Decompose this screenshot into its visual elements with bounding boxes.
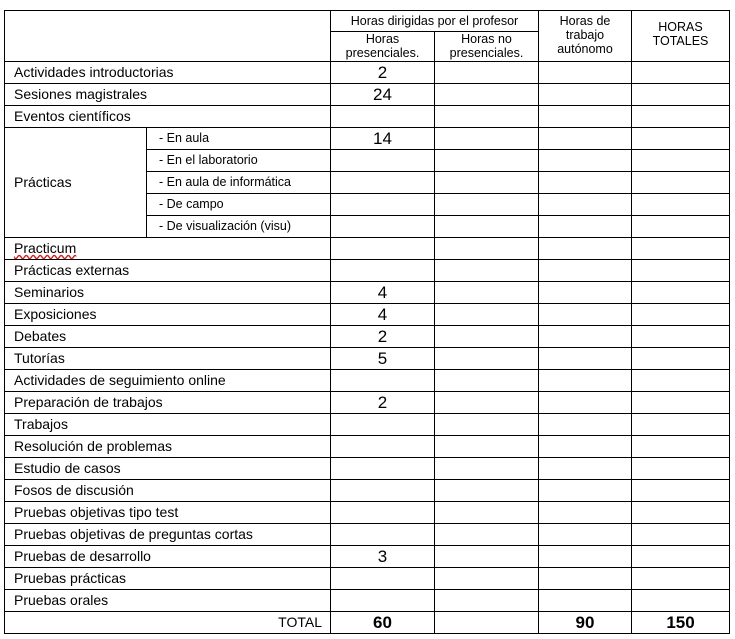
totales-value: [632, 457, 730, 479]
activity-label-text: Actividades de seguimiento online: [14, 372, 226, 389]
activity-label: [5, 501, 331, 523]
presenciales-value: [331, 369, 435, 391]
activity-label: [5, 391, 331, 413]
activity-label: [5, 281, 331, 303]
header-autonomo-cell: [539, 11, 632, 62]
header-empty-cell: [5, 11, 331, 62]
presenciales-value: [331, 457, 435, 479]
activity-label: [5, 589, 331, 611]
no-presenciales-value: [435, 567, 539, 589]
presenciales-value: [331, 435, 435, 457]
no-presenciales-value: [435, 589, 539, 611]
autonomo-value: [539, 479, 632, 501]
activity-label: [5, 105, 331, 127]
no-presenciales-value: [435, 171, 539, 193]
no-presenciales-value: [435, 127, 539, 149]
autonomo-value: [539, 259, 632, 281]
activity-label: [5, 435, 331, 457]
presenciales-value: [331, 413, 435, 435]
activity-label: [5, 567, 331, 589]
activity-row: [5, 83, 730, 105]
presenciales-value: [331, 149, 435, 171]
autonomo-value: [539, 325, 632, 347]
presenciales-value: [331, 567, 435, 589]
totales-value: [632, 259, 730, 281]
total-label: TOTAL: [5, 611, 331, 633]
activity-label: [5, 369, 331, 391]
activity-label-text: Pruebas objetivas de preguntas cortas: [14, 526, 253, 543]
autonomo-value: [539, 457, 632, 479]
no-presenciales-value: [435, 545, 539, 567]
presenciales-value: 2: [331, 325, 435, 347]
totales-value: [632, 171, 730, 193]
totales-value: [632, 127, 730, 149]
activity-label: [5, 61, 331, 83]
presenciales-value: 4: [331, 281, 435, 303]
total-presenciales-value: 60: [331, 611, 435, 633]
activity-row: [5, 259, 730, 281]
activity-label-text: Estudio de casos: [14, 460, 121, 477]
no-presenciales-value: [435, 435, 539, 457]
activity-label: [5, 347, 331, 369]
activity-label: [5, 303, 331, 325]
autonomo-value: [539, 589, 632, 611]
autonomo-value: [539, 391, 632, 413]
no-presenciales-value: [435, 193, 539, 215]
header-presenciales-line1: Horas: [365, 32, 400, 46]
header-no-presenciales-line1: Horas no: [461, 32, 512, 46]
totales-value: [632, 303, 730, 325]
totales-value: [632, 589, 730, 611]
totales-value: [632, 545, 730, 567]
activity-row: [5, 567, 730, 589]
totales-value: [632, 83, 730, 105]
activity-label-text: Pruebas prácticas: [14, 570, 127, 587]
activity-label-text: Tutorías: [14, 350, 65, 367]
totales-value: [632, 501, 730, 523]
activity-row: [5, 303, 730, 325]
activity-label-text: Prácticas externas: [14, 262, 130, 279]
activity-label: [5, 457, 331, 479]
activity-label-text: Sesiones magistrales: [14, 86, 148, 103]
autonomo-value: [539, 171, 632, 193]
header-totales-cell: [632, 11, 730, 62]
activity-label-text: Pruebas objetivas tipo test: [14, 504, 179, 521]
presenciales-value: [331, 237, 435, 259]
presenciales-value: 24: [331, 83, 435, 105]
activity-row: [5, 369, 730, 391]
no-presenciales-value: [435, 413, 539, 435]
practicas-label: Prácticas: [5, 127, 147, 237]
activity-label-text: Pruebas orales: [14, 592, 109, 609]
total-no-presenciales-value: [435, 611, 539, 633]
autonomo-value: [539, 413, 632, 435]
activity-row: [5, 457, 730, 479]
activity-row: [5, 479, 730, 501]
activity-row: [5, 501, 730, 523]
presenciales-value: 14: [331, 127, 435, 149]
header-totales-line1: HORAS: [658, 20, 703, 34]
activity-row: [5, 545, 730, 567]
activity-label: [5, 523, 331, 545]
activity-label-text: Fosos de discusión: [14, 482, 134, 499]
hours-table-container: [4, 10, 730, 634]
activity-row: [5, 413, 730, 435]
totales-value: [632, 391, 730, 413]
practicas-subrow-label: - En el laboratorio: [147, 149, 331, 171]
no-presenciales-value: [435, 237, 539, 259]
practicas-subrow-label: - En aula: [147, 127, 331, 149]
total-autonomo-value: 90: [539, 611, 632, 633]
header-totales-line2: TOTALES: [652, 33, 709, 48]
no-presenciales-value: [435, 369, 539, 391]
autonomo-value: [539, 501, 632, 523]
activity-row: [5, 589, 730, 611]
no-presenciales-value: [435, 105, 539, 127]
totales-value: [632, 435, 730, 457]
totales-value: [632, 281, 730, 303]
activity-label-text: Exposiciones: [14, 306, 97, 323]
activity-label-text: Eventos científicos: [14, 108, 131, 125]
presenciales-value: [331, 259, 435, 281]
totales-value: [632, 149, 730, 171]
presenciales-value: 2: [331, 61, 435, 83]
totales-value: [632, 347, 730, 369]
totales-value: [632, 523, 730, 545]
no-presenciales-value: [435, 501, 539, 523]
practicas-subrow-label: - De campo: [147, 193, 331, 215]
autonomo-value: [539, 193, 632, 215]
totales-value: [632, 369, 730, 391]
activity-label-text: Debates: [14, 328, 67, 345]
activity-row: [5, 523, 730, 545]
autonomo-value: [539, 369, 632, 391]
autonomo-value: [539, 237, 632, 259]
activity-label-text: Actividades introductorias: [14, 64, 174, 81]
total-row: [5, 611, 730, 633]
totales-value: [632, 61, 730, 83]
totales-value: [632, 215, 730, 237]
totales-value: [632, 479, 730, 501]
autonomo-value: [539, 435, 632, 457]
activity-label: [5, 325, 331, 347]
activity-row: [5, 435, 730, 457]
autonomo-value: [539, 61, 632, 83]
activity-row: [5, 391, 730, 413]
no-presenciales-value: [435, 259, 539, 281]
totales-value: [632, 193, 730, 215]
no-presenciales-value: [435, 303, 539, 325]
header-presenciales-line2: presenciales.: [345, 46, 420, 61]
activity-label-text: Pruebas de desarrollo: [14, 548, 151, 565]
activity-label-text: Preparación de trabajos: [14, 394, 163, 411]
header-autonomo-line1: Horas de: [559, 14, 611, 28]
no-presenciales-value: [435, 523, 539, 545]
no-presenciales-value: [435, 281, 539, 303]
header-group-cell: Horas dirigidas por el profesor: [331, 11, 539, 32]
totales-value: [632, 237, 730, 259]
no-presenciales-value: [435, 149, 539, 171]
presenciales-value: 3: [331, 545, 435, 567]
presenciales-value: 4: [331, 303, 435, 325]
activity-label: [5, 479, 331, 501]
hours-table: [4, 10, 730, 634]
presenciales-value: [331, 523, 435, 545]
no-presenciales-value: [435, 61, 539, 83]
presenciales-value: [331, 479, 435, 501]
activity-label-text: Seminarios: [14, 284, 85, 301]
header-no-presenciales-cell: [435, 32, 539, 62]
activity-label: [5, 259, 331, 281]
activity-label: [5, 83, 331, 105]
activity-row: [5, 325, 730, 347]
no-presenciales-value: [435, 325, 539, 347]
totales-value: [632, 413, 730, 435]
header-presenciales-cell: [331, 32, 435, 62]
presenciales-value: [331, 105, 435, 127]
autonomo-value: [539, 545, 632, 567]
autonomo-value: [539, 523, 632, 545]
autonomo-value: [539, 347, 632, 369]
practicas-subrow-label: - De visualización (visu): [147, 215, 331, 237]
activity-row: [5, 281, 730, 303]
header-row-1: [5, 11, 730, 32]
presenciales-value: [331, 171, 435, 193]
autonomo-value: [539, 567, 632, 589]
activity-label: [5, 545, 331, 567]
autonomo-value: [539, 127, 632, 149]
activity-label-text: Practicum: [14, 240, 77, 257]
no-presenciales-value: [435, 457, 539, 479]
totales-value: [632, 567, 730, 589]
no-presenciales-value: [435, 215, 539, 237]
presenciales-value: 5: [331, 347, 435, 369]
header-autonomo-line3: autónomo: [557, 41, 613, 56]
presenciales-value: 2: [331, 391, 435, 413]
activity-label: [5, 413, 331, 435]
activity-label-text: Resolución de problemas: [14, 438, 172, 455]
practicas-subrow: [5, 127, 730, 149]
no-presenciales-value: [435, 479, 539, 501]
autonomo-value: [539, 105, 632, 127]
autonomo-value: [539, 303, 632, 325]
presenciales-value: [331, 215, 435, 237]
autonomo-value: [539, 149, 632, 171]
activity-row: [5, 347, 730, 369]
presenciales-value: [331, 193, 435, 215]
autonomo-value: [539, 83, 632, 105]
activity-label-text: Trabajos: [14, 416, 68, 433]
activity-row: [5, 105, 730, 127]
totales-value: [632, 105, 730, 127]
no-presenciales-value: [435, 391, 539, 413]
no-presenciales-value: [435, 83, 539, 105]
presenciales-value: [331, 501, 435, 523]
totales-value: [632, 325, 730, 347]
header-autonomo-line2: trabajo: [565, 27, 605, 42]
no-presenciales-value: [435, 347, 539, 369]
autonomo-value: [539, 281, 632, 303]
activity-row: [5, 61, 730, 83]
autonomo-value: [539, 215, 632, 237]
activity-label: [5, 237, 331, 259]
presenciales-value: [331, 589, 435, 611]
practicas-subrow-label: - En aula de informática: [147, 171, 331, 193]
activity-row: [5, 237, 730, 259]
header-no-presenciales-line2: presenciales.: [449, 46, 524, 61]
total-totales-value: 150: [632, 611, 730, 633]
